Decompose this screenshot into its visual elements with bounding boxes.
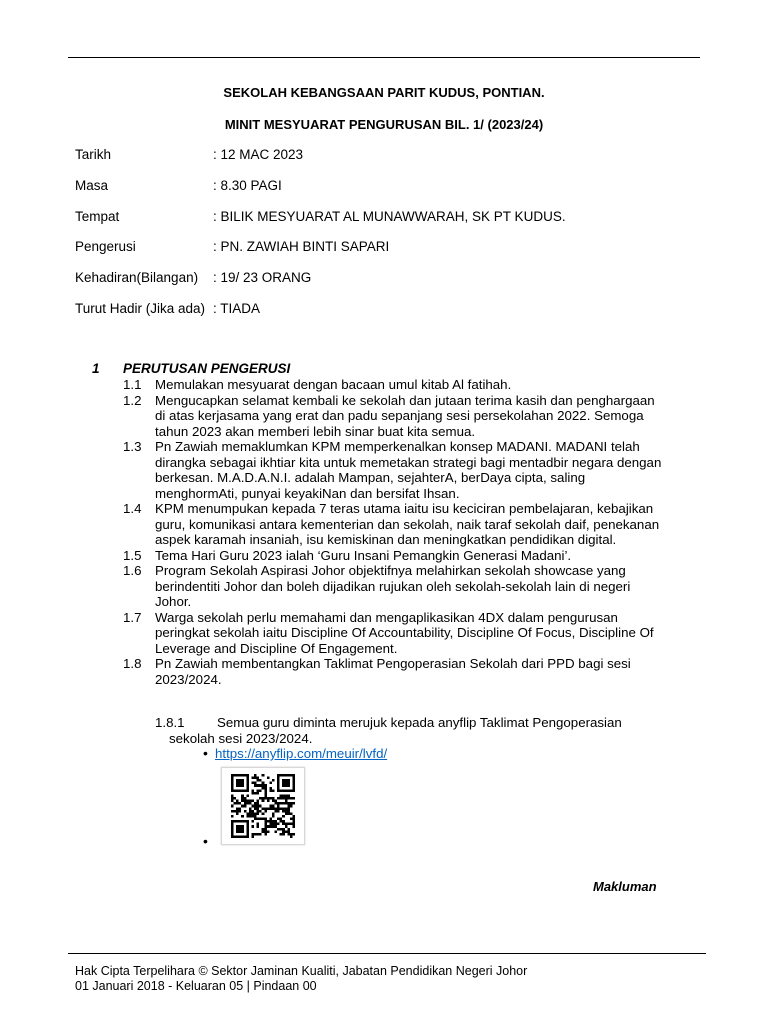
item-number: 1.7 <box>123 609 142 625</box>
date-label: Tarikh <box>75 147 112 162</box>
attendance-label: Kehadiran(Bilangan) <box>75 270 199 285</box>
footer-copyright: Hak Cipta Terpelihara © Sektor Jaminan Kualiti, Jabatan Pendidikan Negeri Johor <box>75 964 528 978</box>
item-text: KPM menumpukan kepada 7 teras utama iaitu isu keciciran pembelajaran, kebajikan guru, komunikasi antara kementerian dan sekolah, naik taraf sekolah daif, penekanan aspek karamah insaniah, isu kemiskinan dan meningkatkan pendidikan digital. <box>155 501 660 547</box>
item-number: 1.3 <box>123 439 142 454</box>
time-value: : 8.30 PAGI <box>213 178 282 193</box>
item-number: 1.8 <box>123 656 142 671</box>
agenda-item <box>123 656 668 687</box>
item-number: 1.5 <box>123 547 142 563</box>
footer-revision: 01 Januari 2018 - Keluaran 05 | Pindaan 00 <box>75 979 317 993</box>
sub-item-text-line2: sekolah sesi 2023/2024. <box>169 730 313 746</box>
attendance-value: : 19/ 23 ORANG <box>213 270 312 285</box>
section-number: 1 <box>92 361 100 376</box>
footer-rule <box>68 953 706 954</box>
item-number: 1.1 <box>123 377 142 392</box>
also-present-label: Turut Hadir (Jika ada) <box>75 301 206 316</box>
qr-code-image <box>221 767 305 845</box>
agenda-items <box>123 377 668 687</box>
bullet-icon: • <box>203 833 208 849</box>
agenda-item <box>123 548 668 564</box>
sub-item-number: 1.8.1 <box>155 715 185 730</box>
also-present-value: : TIADA <box>213 301 261 316</box>
item-number: 1.4 <box>123 501 142 516</box>
agenda-item <box>123 501 668 548</box>
date-value: : 12 MAC 2023 <box>213 147 304 162</box>
chair-value: : PN. ZAWIAH BINTI SAPARI <box>213 239 390 254</box>
time-label: Masa <box>75 178 109 193</box>
section-title: PERUTUSAN PENGERUSI <box>123 361 291 376</box>
action-label: Makluman <box>593 879 657 894</box>
item-text: Pn Zawiah membentangkan Taklimat Pengoperasian Sekolah dari PPD bagi sesi 2023/2024. <box>155 656 631 687</box>
qr-code-icon <box>230 774 296 838</box>
item-number: 1.2 <box>123 392 142 408</box>
agenda-item <box>123 610 668 657</box>
item-text: Program Sekolah Aspirasi Johor objektifnya melahirkan sekolah showcase yang berindentiti Johor dan boleh dijadikan rujukan oleh sekolah-sekolah lain di negeri Johor. <box>155 563 631 609</box>
item-text: Memulakan mesyuarat dengan bacaan umul kitab Al fatihah. <box>155 377 512 392</box>
item-text: Warga sekolah perlu memahami dan mengaplikasikan 4DX dalam pengurusan peringkat sekolah iaitu Discipline Of Accountability, Discipline Of Focus, Discipline Of Leverage and Discipline Of Engagement. <box>155 609 654 656</box>
place-label: Tempat <box>75 209 120 224</box>
anyflip-link[interactable]: https://anyflip.com/meuir/lvfd/ <box>215 746 388 761</box>
agenda-item <box>123 393 668 440</box>
school-name: SEKOLAH KEBANGSAAN PARIT KUDUS, PONTIAN. <box>223 85 545 100</box>
top-rule <box>68 57 700 58</box>
item-text: Pn Zawiah memaklumkan KPM memperkenalkan konsep MADANI. MADANI telah dirangka sebagai ikhtiar kita untuk memetakan strategi bagi mentadbir negara dengan berkesan. M.A.D.A.N.I. adalah Mampan, sejahterA, berDaya cipta, saling menghormAti, punyai keyakiNan dan bersifat Ihsan. <box>155 439 662 501</box>
chair-label: Pengerusi <box>75 239 136 254</box>
agenda-item <box>123 563 668 610</box>
bullet-icon: • <box>203 745 208 761</box>
sub-item-text-line1: Semua guru diminta merujuk kepada anyflip Taklimat Pengoperasian <box>217 715 622 730</box>
item-number: 1.6 <box>123 563 142 578</box>
agenda-item <box>123 439 668 501</box>
sub-item <box>155 715 665 746</box>
minutes-title: MINIT MESYUARAT PENGURUSAN BIL. 1/ (2023/24) <box>224 117 544 132</box>
item-text: Tema Hari Guru 2023 ialah ‘Guru Insani Pemangkin Generasi Madani’. <box>155 547 572 563</box>
item-text: Mengucapkan selamat kembali ke sekolah dan jutaan terima kasih dan penghargaan di atas kerjasama yang erat dan padu sepanjang sesi persekolahan 2022. Semoga tahun 2023 akan memberi lebih sinar buat kita semua. <box>155 392 655 439</box>
place-value: : BILIK MESYUARAT AL MUNAWWARAH, SK PT KUDUS. <box>213 209 566 224</box>
agenda-item <box>123 377 668 393</box>
